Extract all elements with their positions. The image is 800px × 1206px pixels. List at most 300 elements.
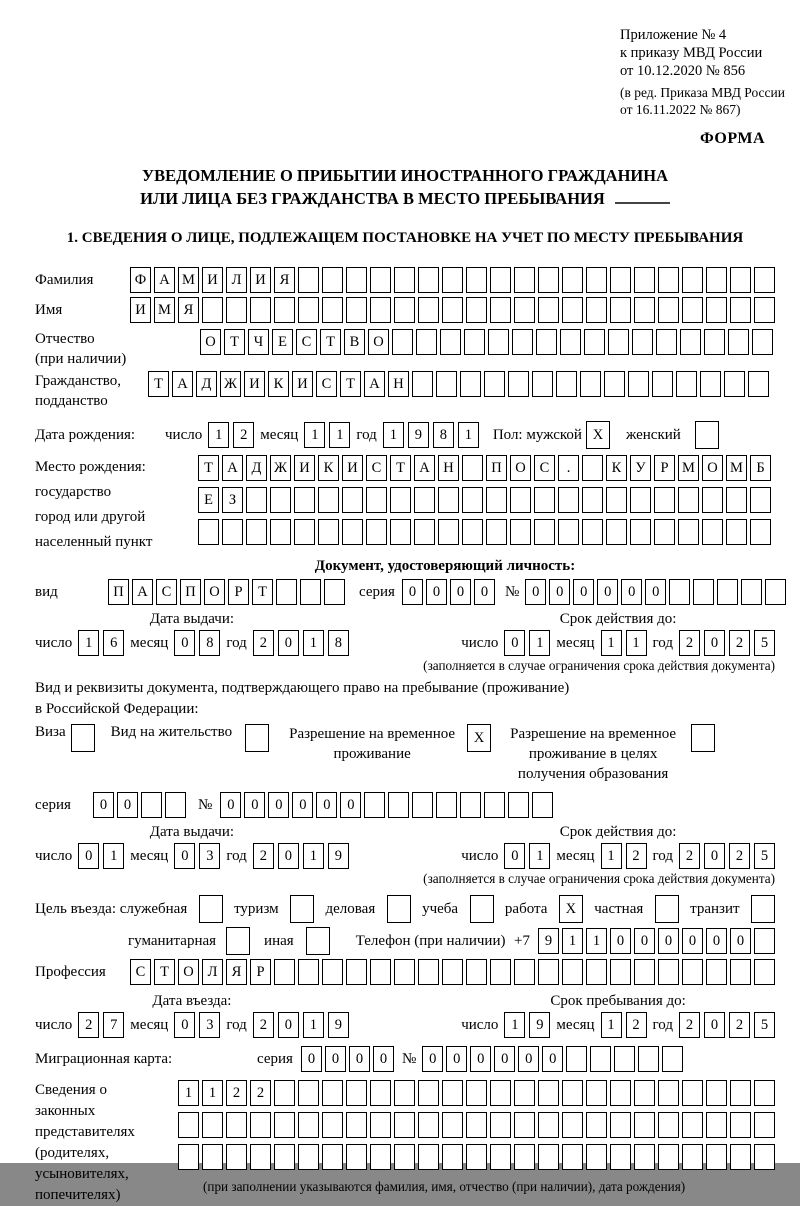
char-cell[interactable] [610, 959, 631, 985]
char-cell[interactable]: 2 [729, 1012, 750, 1038]
char-cell[interactable] [318, 487, 339, 513]
char-cell[interactable]: 1 [208, 422, 229, 448]
temp-edu-checkbox[interactable] [691, 724, 715, 752]
char-cell[interactable]: Р [228, 579, 249, 605]
char-cell[interactable] [466, 959, 487, 985]
char-cell[interactable]: И [202, 267, 223, 293]
char-cell[interactable] [141, 792, 162, 818]
char-cell[interactable]: 9 [408, 422, 429, 448]
char-cell[interactable] [390, 487, 411, 513]
char-cell[interactable] [582, 519, 603, 545]
char-cell[interactable]: О [204, 579, 225, 605]
char-cell[interactable] [298, 1144, 319, 1170]
char-cell[interactable] [658, 1144, 679, 1170]
year-cells[interactable] [253, 843, 349, 869]
char-cell[interactable] [586, 959, 607, 985]
char-cell[interactable]: 9 [328, 1012, 349, 1038]
phone-cells[interactable] [538, 928, 775, 954]
doc-issue-group[interactable] [35, 630, 349, 656]
char-cell[interactable]: 0 [504, 630, 525, 656]
char-cell[interactable]: О [510, 455, 531, 481]
char-cell[interactable] [466, 297, 487, 323]
char-cell[interactable] [388, 792, 409, 818]
char-cell[interactable]: И [250, 267, 271, 293]
char-cell[interactable]: С [130, 959, 151, 985]
char-cell[interactable] [470, 895, 494, 923]
char-cell[interactable] [294, 487, 315, 513]
char-cell[interactable] [682, 1080, 703, 1106]
char-cell[interactable] [754, 267, 775, 293]
char-cell[interactable]: А [154, 267, 175, 293]
char-cell[interactable] [638, 1046, 659, 1072]
char-cell[interactable] [199, 895, 223, 923]
char-cell[interactable] [490, 959, 511, 985]
char-cell[interactable]: Т [224, 329, 245, 355]
char-cell[interactable] [691, 724, 715, 752]
char-cell[interactable] [464, 329, 485, 355]
char-cell[interactable] [226, 1112, 247, 1138]
char-cell[interactable]: Д [196, 371, 217, 397]
permit-issue-group[interactable] [35, 843, 349, 869]
char-cell[interactable] [486, 487, 507, 513]
char-cell[interactable]: М [154, 297, 175, 323]
char-cell[interactable] [274, 1080, 295, 1106]
char-cell[interactable] [582, 487, 603, 513]
char-cell[interactable] [536, 329, 557, 355]
char-cell[interactable] [198, 519, 219, 545]
char-cell[interactable]: X [559, 895, 583, 923]
char-cell[interactable] [628, 371, 649, 397]
char-cell[interactable] [634, 297, 655, 323]
year-cells[interactable] [253, 1012, 349, 1038]
char-cell[interactable] [754, 1144, 775, 1170]
char-cell[interactable]: 0 [494, 1046, 515, 1072]
char-cell[interactable]: Е [272, 329, 293, 355]
char-cell[interactable] [508, 792, 529, 818]
char-cell[interactable] [562, 297, 583, 323]
char-cell[interactable] [414, 519, 435, 545]
char-cell[interactable]: 0 [573, 579, 594, 605]
permit-number-cells[interactable] [220, 792, 553, 818]
char-cell[interactable] [658, 959, 679, 985]
char-cell[interactable]: Т [252, 579, 273, 605]
char-cell[interactable] [490, 267, 511, 293]
char-cell[interactable] [584, 329, 605, 355]
purpose-other-checkbox[interactable] [306, 927, 330, 955]
char-cell[interactable] [438, 487, 459, 513]
char-cell[interactable] [538, 267, 559, 293]
char-cell[interactable] [466, 1112, 487, 1138]
char-cell[interactable]: 1 [601, 1012, 622, 1038]
char-cell[interactable] [706, 1080, 727, 1106]
char-cell[interactable] [442, 267, 463, 293]
char-cell[interactable] [274, 1112, 295, 1138]
char-cell[interactable] [706, 959, 727, 985]
char-cell[interactable] [730, 959, 751, 985]
char-cell[interactable]: 2 [679, 843, 700, 869]
month-cells[interactable] [601, 1012, 647, 1038]
char-cell[interactable] [754, 928, 775, 954]
char-cell[interactable]: С [316, 371, 337, 397]
char-cell[interactable] [538, 1112, 559, 1138]
char-cell[interactable] [394, 297, 415, 323]
char-cell[interactable] [298, 297, 319, 323]
char-cell[interactable] [608, 329, 629, 355]
char-cell[interactable]: 0 [621, 579, 642, 605]
char-cell[interactable] [370, 1112, 391, 1138]
char-cell[interactable] [610, 1112, 631, 1138]
char-cell[interactable] [630, 487, 651, 513]
char-cell[interactable] [730, 1144, 751, 1170]
char-cell[interactable] [414, 487, 435, 513]
char-cell[interactable] [490, 297, 511, 323]
char-cell[interactable] [534, 487, 555, 513]
char-cell[interactable] [178, 1144, 199, 1170]
birthplace-cells-3[interactable] [198, 519, 771, 545]
char-cell[interactable] [370, 1144, 391, 1170]
char-cell[interactable] [346, 1144, 367, 1170]
char-cell[interactable] [706, 297, 727, 323]
char-cell[interactable]: X [467, 724, 491, 752]
char-cell[interactable] [724, 371, 745, 397]
char-cell[interactable]: 2 [729, 630, 750, 656]
char-cell[interactable] [706, 267, 727, 293]
char-cell[interactable] [250, 1112, 271, 1138]
char-cell[interactable]: 1 [329, 422, 350, 448]
month-cells[interactable] [601, 843, 647, 869]
char-cell[interactable] [346, 267, 367, 293]
char-cell[interactable]: 1 [202, 1080, 223, 1106]
char-cell[interactable] [440, 329, 461, 355]
char-cell[interactable] [586, 1080, 607, 1106]
char-cell[interactable] [590, 1046, 611, 1072]
day-cells[interactable] [78, 843, 124, 869]
char-cell[interactable] [726, 519, 747, 545]
char-cell[interactable]: 5 [754, 1012, 775, 1038]
year-cells[interactable] [679, 1012, 775, 1038]
char-cell[interactable] [294, 519, 315, 545]
char-cell[interactable]: О [702, 455, 723, 481]
char-cell[interactable] [486, 519, 507, 545]
char-cell[interactable]: 0 [610, 928, 631, 954]
char-cell[interactable]: 0 [704, 1012, 725, 1038]
char-cell[interactable] [346, 1080, 367, 1106]
char-cell[interactable] [538, 959, 559, 985]
char-cell[interactable]: 8 [199, 630, 220, 656]
char-cell[interactable]: 9 [529, 1012, 550, 1038]
char-cell[interactable]: 5 [754, 630, 775, 656]
char-cell[interactable]: 2 [250, 1080, 271, 1106]
char-cell[interactable] [752, 329, 773, 355]
char-cell[interactable] [300, 579, 321, 605]
char-cell[interactable] [436, 371, 457, 397]
char-cell[interactable]: 0 [525, 579, 546, 605]
char-cell[interactable] [730, 267, 751, 293]
char-cell[interactable] [418, 267, 439, 293]
char-cell[interactable] [390, 519, 411, 545]
char-cell[interactable] [706, 1144, 727, 1170]
year-cells[interactable] [679, 630, 775, 656]
char-cell[interactable] [226, 1144, 247, 1170]
char-cell[interactable]: 0 [244, 792, 265, 818]
char-cell[interactable] [606, 519, 627, 545]
char-cell[interactable]: 2 [233, 422, 254, 448]
char-cell[interactable] [270, 487, 291, 513]
day-cells[interactable] [504, 1012, 550, 1038]
char-cell[interactable] [586, 267, 607, 293]
char-cell[interactable] [604, 371, 625, 397]
char-cell[interactable] [558, 487, 579, 513]
char-cell[interactable]: 7 [103, 1012, 124, 1038]
birthplace-cells-2[interactable] [198, 487, 771, 513]
char-cell[interactable]: К [606, 455, 627, 481]
char-cell[interactable]: С [296, 329, 317, 355]
char-cell[interactable] [634, 267, 655, 293]
reps-cells-3[interactable] [178, 1144, 775, 1170]
char-cell[interactable] [754, 297, 775, 323]
char-cell[interactable] [562, 267, 583, 293]
day-cells[interactable] [78, 630, 124, 656]
char-cell[interactable]: Т [390, 455, 411, 481]
char-cell[interactable]: 0 [292, 792, 313, 818]
char-cell[interactable] [346, 1112, 367, 1138]
char-cell[interactable]: У [630, 455, 651, 481]
char-cell[interactable] [514, 1144, 535, 1170]
char-cell[interactable] [582, 455, 603, 481]
char-cell[interactable] [634, 959, 655, 985]
char-cell[interactable] [490, 1112, 511, 1138]
char-cell[interactable] [634, 1112, 655, 1138]
char-cell[interactable]: И [342, 455, 363, 481]
char-cell[interactable]: 0 [268, 792, 289, 818]
char-cell[interactable]: 0 [730, 928, 751, 954]
char-cell[interactable] [750, 487, 771, 513]
char-cell[interactable]: 2 [679, 1012, 700, 1038]
month-cells[interactable] [304, 422, 350, 448]
char-cell[interactable]: Н [438, 455, 459, 481]
char-cell[interactable]: 2 [226, 1080, 247, 1106]
char-cell[interactable] [394, 1144, 415, 1170]
permit-valid-group[interactable] [461, 843, 775, 869]
char-cell[interactable]: 3 [199, 1012, 220, 1038]
char-cell[interactable]: 0 [278, 843, 299, 869]
char-cell[interactable]: Д [246, 455, 267, 481]
char-cell[interactable]: А [132, 579, 153, 605]
purpose-transit-checkbox[interactable] [751, 895, 775, 923]
char-cell[interactable]: 0 [549, 579, 570, 605]
temp-permit-checkbox[interactable] [467, 724, 491, 752]
char-cell[interactable]: 1 [562, 928, 583, 954]
char-cell[interactable] [202, 297, 223, 323]
char-cell[interactable] [558, 519, 579, 545]
char-cell[interactable] [270, 519, 291, 545]
char-cell[interactable]: 1 [78, 630, 99, 656]
char-cell[interactable]: Ж [270, 455, 291, 481]
char-cell[interactable]: Т [198, 455, 219, 481]
char-cell[interactable]: К [318, 455, 339, 481]
char-cell[interactable]: 1 [529, 843, 550, 869]
char-cell[interactable] [754, 1080, 775, 1106]
char-cell[interactable] [484, 792, 505, 818]
char-cell[interactable] [276, 579, 297, 605]
char-cell[interactable] [560, 329, 581, 355]
char-cell[interactable]: 8 [433, 422, 454, 448]
char-cell[interactable] [562, 1112, 583, 1138]
char-cell[interactable] [741, 579, 762, 605]
char-cell[interactable] [669, 579, 690, 605]
char-cell[interactable] [418, 1112, 439, 1138]
char-cell[interactable]: 0 [474, 579, 495, 605]
patronymic-cells[interactable] [200, 329, 773, 355]
char-cell[interactable]: . [558, 455, 579, 481]
char-cell[interactable] [322, 1080, 343, 1106]
char-cell[interactable] [412, 792, 433, 818]
char-cell[interactable]: И [292, 371, 313, 397]
char-cell[interactable] [298, 1112, 319, 1138]
char-cell[interactable]: 0 [658, 928, 679, 954]
char-cell[interactable]: И [294, 455, 315, 481]
purpose-private-checkbox[interactable] [655, 895, 679, 923]
char-cell[interactable] [202, 1112, 223, 1138]
char-cell[interactable]: 1 [626, 630, 647, 656]
char-cell[interactable]: 0 [704, 843, 725, 869]
char-cell[interactable] [754, 1112, 775, 1138]
char-cell[interactable]: Е [198, 487, 219, 513]
char-cell[interactable] [632, 329, 653, 355]
char-cell[interactable] [392, 329, 413, 355]
char-cell[interactable] [634, 1144, 655, 1170]
char-cell[interactable]: 9 [328, 843, 349, 869]
year-cells[interactable] [383, 422, 479, 448]
char-cell[interactable] [490, 1080, 511, 1106]
purpose-business-checkbox[interactable] [387, 895, 411, 923]
char-cell[interactable] [466, 1080, 487, 1106]
char-cell[interactable]: 2 [679, 630, 700, 656]
char-cell[interactable]: 0 [504, 843, 525, 869]
char-cell[interactable] [178, 1112, 199, 1138]
char-cell[interactable]: 0 [518, 1046, 539, 1072]
char-cell[interactable] [418, 1144, 439, 1170]
char-cell[interactable]: 1 [601, 630, 622, 656]
char-cell[interactable] [364, 792, 385, 818]
char-cell[interactable] [695, 421, 719, 449]
char-cell[interactable] [704, 329, 725, 355]
citizenship-cells[interactable] [148, 371, 769, 397]
char-cell[interactable]: 6 [103, 630, 124, 656]
char-cell[interactable] [418, 297, 439, 323]
char-cell[interactable] [514, 959, 535, 985]
char-cell[interactable]: О [200, 329, 221, 355]
char-cell[interactable] [462, 519, 483, 545]
purpose-work-checkbox[interactable] [559, 895, 583, 923]
char-cell[interactable]: 2 [626, 1012, 647, 1038]
reps-cells-1[interactable] [178, 1080, 775, 1106]
char-cell[interactable] [566, 1046, 587, 1072]
char-cell[interactable] [682, 959, 703, 985]
char-cell[interactable]: 0 [278, 630, 299, 656]
char-cell[interactable]: 0 [174, 843, 195, 869]
char-cell[interactable] [306, 927, 330, 955]
purpose-official-checkbox[interactable] [199, 895, 223, 923]
visa-checkbox[interactable] [71, 724, 95, 752]
char-cell[interactable] [658, 1080, 679, 1106]
month-cells[interactable] [174, 630, 220, 656]
char-cell[interactable] [202, 1144, 223, 1170]
char-cell[interactable] [322, 959, 343, 985]
char-cell[interactable]: 0 [542, 1046, 563, 1072]
month-cells[interactable] [174, 1012, 220, 1038]
entry-date-group[interactable] [35, 1012, 349, 1038]
char-cell[interactable] [658, 297, 679, 323]
char-cell[interactable] [462, 487, 483, 513]
char-cell[interactable]: 0 [597, 579, 618, 605]
char-cell[interactable]: 0 [349, 1046, 370, 1072]
char-cell[interactable]: Р [654, 455, 675, 481]
char-cell[interactable]: 0 [706, 928, 727, 954]
char-cell[interactable]: 0 [316, 792, 337, 818]
char-cell[interactable] [728, 329, 749, 355]
char-cell[interactable] [318, 519, 339, 545]
char-cell[interactable] [730, 297, 751, 323]
char-cell[interactable] [610, 1144, 631, 1170]
char-cell[interactable]: 0 [220, 792, 241, 818]
year-cells[interactable] [253, 630, 349, 656]
char-cell[interactable]: Л [226, 267, 247, 293]
char-cell[interactable]: 0 [174, 630, 195, 656]
char-cell[interactable] [442, 959, 463, 985]
char-cell[interactable] [586, 297, 607, 323]
char-cell[interactable] [298, 1080, 319, 1106]
char-cell[interactable] [702, 487, 723, 513]
day-cells[interactable] [78, 1012, 124, 1038]
char-cell[interactable] [614, 1046, 635, 1072]
char-cell[interactable]: 1 [178, 1080, 199, 1106]
char-cell[interactable]: 0 [340, 792, 361, 818]
char-cell[interactable]: О [178, 959, 199, 985]
doc-kind-cells[interactable] [108, 579, 345, 605]
char-cell[interactable]: П [108, 579, 129, 605]
char-cell[interactable] [662, 1046, 683, 1072]
char-cell[interactable]: 0 [422, 1046, 443, 1072]
char-cell[interactable] [678, 487, 699, 513]
char-cell[interactable]: 1 [458, 422, 479, 448]
char-cell[interactable] [514, 1112, 535, 1138]
char-cell[interactable] [634, 1080, 655, 1106]
char-cell[interactable] [676, 371, 697, 397]
char-cell[interactable] [514, 297, 535, 323]
char-cell[interactable] [222, 519, 243, 545]
char-cell[interactable] [580, 371, 601, 397]
char-cell[interactable] [298, 267, 319, 293]
char-cell[interactable]: 2 [78, 1012, 99, 1038]
char-cell[interactable] [586, 1112, 607, 1138]
char-cell[interactable]: 0 [645, 579, 666, 605]
char-cell[interactable] [562, 959, 583, 985]
char-cell[interactable]: Т [148, 371, 169, 397]
char-cell[interactable] [442, 1080, 463, 1106]
char-cell[interactable] [610, 1080, 631, 1106]
char-cell[interactable] [322, 1144, 343, 1170]
birthplace-cells-1[interactable] [198, 455, 771, 481]
char-cell[interactable] [652, 371, 673, 397]
purpose-tourism-checkbox[interactable] [290, 895, 314, 923]
char-cell[interactable] [508, 371, 529, 397]
char-cell[interactable]: О [368, 329, 389, 355]
char-cell[interactable] [274, 1144, 295, 1170]
char-cell[interactable] [394, 1112, 415, 1138]
char-cell[interactable] [682, 267, 703, 293]
char-cell[interactable]: А [414, 455, 435, 481]
